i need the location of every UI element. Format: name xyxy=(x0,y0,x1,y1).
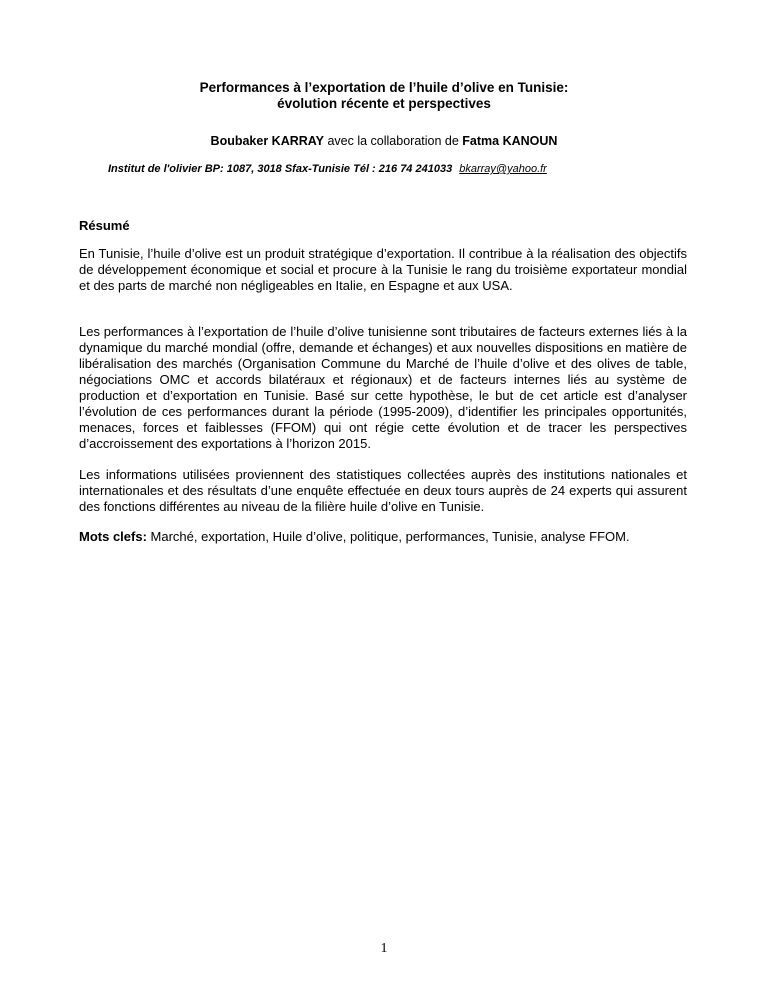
abstract-paragraph-2: Les performances à l’exportation de l’huile d’olive tunisienne sont tributaires de facteurs externes liés à la dynamique du marché mondial (offre, demande et échanges) et aux nouvelles dispositions en matière de libéralisation des marchés (Organisation Commune du Marché de l’huile d’olive et des olives de table, négociations OMC et accords bilatéraux et régionaux) et de facteurs internes liés au système de production et d’exportation en Tunisie. Basé sur cette hypothèse, le but de cet article est d’analyser l’évolution de ces performances durant la période (1995-2009), d’identifier les principales opportunités, menaces, forces et faiblesses (FFOM) qui ont régie cette évolution et de tracer les perspectives d’accroissement des exportations à l’horizon 2015. xyxy=(79,324,687,451)
authors-connector: avec la collaboration de xyxy=(324,134,463,148)
keywords-text: Marché, exportation, Huile d’olive, politique, performances, Tunisie, analyse FFOM. xyxy=(146,529,630,544)
affiliation-line xyxy=(108,162,668,176)
keywords-label: Mots clefs: xyxy=(79,529,147,544)
document-title xyxy=(0,80,768,112)
title-line-2: évolution récente et perspectives xyxy=(277,96,491,111)
page-number: 1 xyxy=(380,941,388,956)
abstract-paragraph-3: Les informations utilisées proviennent des statistiques collectées auprès des institutions nationales et internationales et des résultats d’une enquête effectuée en deux tours auprès de 24 experts qui assurent des fonctions différentes au niveau de la filière huile d’olive en Tunisie. xyxy=(79,467,687,514)
authors-line xyxy=(0,134,768,149)
keywords-paragraph xyxy=(79,529,687,545)
affiliation-text: Institut de l'olivier BP: 1087, 3018 Sfax-Tunisie Tél : 216 74 241033 xyxy=(108,163,453,175)
abstract-paragraph-1: En Tunisie, l’huile d’olive est un produit stratégique d’exportation. Il contribue à la réalisation des objectifs de développement économique et social et procure à la Tunisie le rang du troisième exportateur mondial et des parts de marché non négligeables en Italie, en Espagne et aux USA. xyxy=(79,246,687,293)
author-primary: Boubaker KARRAY xyxy=(210,134,324,148)
title-line-1: Performances à l’exportation de l’huile d’olive en Tunisie: xyxy=(199,80,569,95)
email-link[interactable]: bkarray@yahoo.fr xyxy=(459,163,547,175)
abstract-heading: Résumé xyxy=(79,218,130,233)
author-secondary: Fatma KANOUN xyxy=(462,134,558,148)
